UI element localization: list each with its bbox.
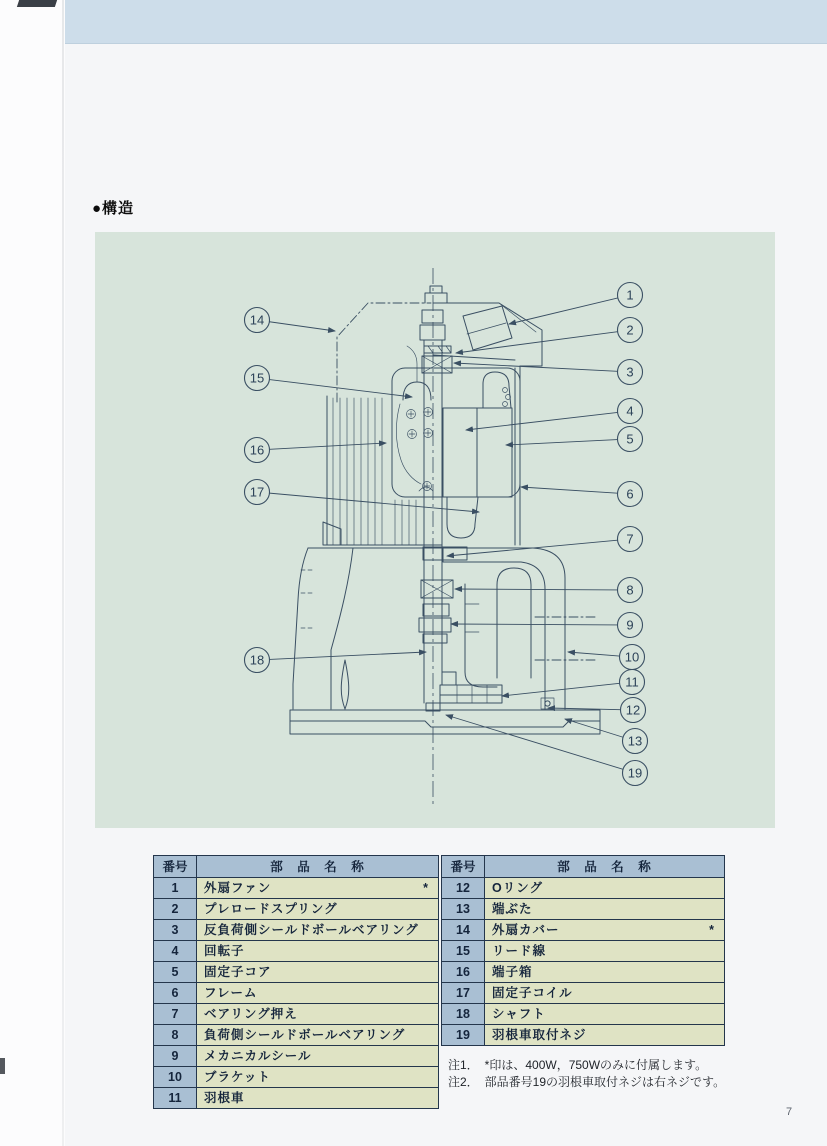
table-row — [442, 1025, 725, 1046]
part-number-cell: 2 — [154, 899, 197, 920]
callout-10 — [568, 645, 645, 670]
stator-core — [477, 408, 512, 497]
notes-block — [448, 1057, 725, 1091]
part-name-cell: ベアリング押え — [197, 1004, 439, 1025]
callout-number: 13 — [627, 733, 643, 749]
structure-panel — [95, 232, 775, 828]
leader-line — [269, 322, 335, 331]
callout-number: 8 — [626, 582, 634, 598]
bearing-holder — [423, 547, 467, 560]
parts-table — [441, 855, 725, 1046]
part-number-cell: 1 — [154, 878, 197, 899]
part-number-cell: 19 — [442, 1025, 485, 1046]
callout-number: 4 — [626, 403, 634, 419]
table-row — [154, 899, 439, 920]
callout-number: 1 — [626, 287, 634, 303]
table-row — [154, 941, 439, 962]
leader-line — [455, 589, 618, 590]
callout-18 — [245, 648, 427, 673]
page-number: 7 — [786, 1106, 793, 1118]
leader-line — [269, 652, 426, 659]
part-name-cell: ブラケット — [197, 1067, 439, 1088]
part-name-cell: Oリング — [485, 878, 725, 899]
leader-line — [509, 298, 618, 324]
leader-line — [446, 715, 623, 769]
table-row — [154, 983, 439, 1004]
callout-number: 6 — [626, 486, 634, 502]
part-number-cell: 3 — [154, 920, 197, 941]
external-fan — [420, 306, 512, 350]
part-name-cell: 固定子コア — [197, 962, 439, 983]
part-name-cell: シャフト — [485, 1004, 725, 1025]
leader-line — [454, 363, 618, 371]
table-row — [154, 1025, 439, 1046]
leader-line — [451, 624, 618, 625]
table-row — [442, 878, 725, 899]
part-name-cell: 羽根車 — [197, 1088, 439, 1109]
part-number-cell: 9 — [154, 1046, 197, 1067]
parts-table-left — [153, 855, 439, 1109]
callout-number: 17 — [249, 484, 265, 500]
callout-number: 11 — [625, 674, 639, 690]
preload-spring — [424, 346, 451, 353]
callout-number: 12 — [625, 702, 641, 718]
fan-cover — [337, 286, 542, 402]
part-name-cell: 端ぶた — [485, 899, 725, 920]
table-row — [154, 962, 439, 983]
leader-line — [466, 412, 618, 430]
rotor — [443, 408, 477, 497]
stator-coil-ends — [447, 372, 511, 538]
callout-4 — [466, 399, 643, 431]
leader-line — [502, 683, 620, 696]
top-bar — [65, 0, 827, 44]
callout-number: 16 — [249, 442, 265, 458]
callout-6 — [521, 482, 643, 507]
leader-line — [269, 493, 479, 512]
table-row — [442, 1004, 725, 1025]
callout-2 — [456, 318, 643, 354]
scan-edge-speck — [0, 1058, 5, 1074]
leader-line — [548, 708, 621, 710]
motor-frame — [392, 366, 520, 545]
callout-13 — [565, 719, 648, 754]
callout-number: 2 — [626, 322, 634, 338]
part-name-cell: リード線 — [485, 941, 725, 962]
leader-line — [506, 440, 618, 445]
table-row — [442, 962, 725, 983]
scan-corner-mark — [17, 0, 57, 7]
note-line-1: 注1． *印は、400W，750Wのみに付属します。 — [448, 1058, 708, 1072]
table-row — [154, 1004, 439, 1025]
callout-8 — [455, 578, 643, 603]
callout-3 — [454, 360, 643, 385]
left-edge-seam — [62, 0, 64, 1146]
parts-table — [153, 855, 439, 1109]
table-row — [154, 1046, 439, 1067]
parts-table-right — [441, 855, 725, 1046]
callout-number: 9 — [626, 617, 634, 633]
column-header-part-name: 部 品 名 称 — [485, 856, 725, 878]
asterisk-mark: * — [423, 881, 428, 895]
callout-number: 15 — [249, 370, 265, 386]
part-name-cell: プレロードスプリング — [197, 899, 439, 920]
part-name-cell: 羽根車取付ネジ — [485, 1025, 725, 1046]
part-number-cell: 11 — [154, 1088, 197, 1109]
part-number-cell: 12 — [442, 878, 485, 899]
table-row — [154, 1088, 439, 1109]
part-name-cell: 外扇ファン * — [197, 878, 439, 899]
callout-14 — [245, 308, 336, 333]
part-name-cell: メカニカルシール — [197, 1046, 439, 1067]
o-ring — [541, 698, 554, 709]
column-header-number: 番号 — [154, 856, 197, 878]
asterisk-mark: * — [709, 923, 714, 937]
part-number-cell: 14 — [442, 920, 485, 941]
left-margin-strip — [0, 0, 65, 1146]
leader-line — [565, 719, 623, 737]
table-row — [442, 920, 725, 941]
part-number-cell: 7 — [154, 1004, 197, 1025]
part-number-cell: 18 — [442, 1004, 485, 1025]
callout-number: 14 — [249, 312, 265, 328]
section-heading: ●構造 — [92, 200, 135, 217]
part-number-cell: 8 — [154, 1025, 197, 1046]
callout-number: 7 — [626, 531, 634, 547]
leader-line — [456, 332, 618, 353]
callout-9 — [451, 613, 643, 638]
part-number-cell: 6 — [154, 983, 197, 1004]
callout-1 — [509, 283, 643, 325]
callout-15 — [245, 366, 413, 398]
upper-bearing — [422, 356, 452, 373]
callout-number: 19 — [627, 765, 643, 781]
part-number-cell: 5 — [154, 962, 197, 983]
callout-16 — [245, 438, 387, 463]
table-row — [154, 1067, 439, 1088]
part-number-cell: 13 — [442, 899, 485, 920]
table-row — [442, 983, 725, 1004]
callout-number: 10 — [624, 649, 640, 665]
table-row — [442, 941, 725, 962]
part-name-cell: 端子箱 — [485, 962, 725, 983]
callout-11 — [502, 670, 645, 697]
callout-number: 18 — [249, 652, 265, 668]
callout-7 — [447, 527, 643, 557]
leader-line — [269, 380, 412, 397]
callout-19 — [446, 715, 648, 786]
part-name-cell: フレーム — [197, 983, 439, 1004]
leader-line — [568, 652, 620, 656]
column-header-part-name: 部 品 名 称 — [197, 856, 439, 878]
table-row — [154, 920, 439, 941]
leader-line — [269, 443, 386, 449]
pump-cross-section-diagram — [95, 232, 775, 828]
note-line-2: 注2． 部品番号19の羽根車取付ネジは右ネジです。 — [448, 1075, 726, 1089]
part-number-cell: 16 — [442, 962, 485, 983]
base-plate-end-cover — [290, 710, 600, 734]
column-header-number: 番号 — [442, 856, 485, 878]
table-row — [442, 899, 725, 920]
callout-5 — [506, 427, 643, 452]
part-number-cell: 10 — [154, 1067, 197, 1088]
callout-number: 3 — [626, 364, 634, 380]
part-number-cell: 4 — [154, 941, 197, 962]
part-name-cell: 負荷側シールドボールベアリング — [197, 1025, 439, 1046]
callout-17 — [245, 480, 480, 513]
table-row — [154, 878, 439, 899]
part-number-cell: 17 — [442, 983, 485, 1004]
lower-bearing — [421, 580, 453, 598]
part-name-cell: 回転子 — [197, 941, 439, 962]
part-name-cell: 反負荷側シールドボールベアリング — [197, 920, 439, 941]
part-number-cell: 15 — [442, 941, 485, 962]
part-name-cell: 固定子コイル — [485, 983, 725, 1004]
leader-line — [521, 487, 618, 493]
part-name-cell: 外扇カバー * — [485, 920, 725, 941]
callout-number: 5 — [626, 431, 634, 447]
